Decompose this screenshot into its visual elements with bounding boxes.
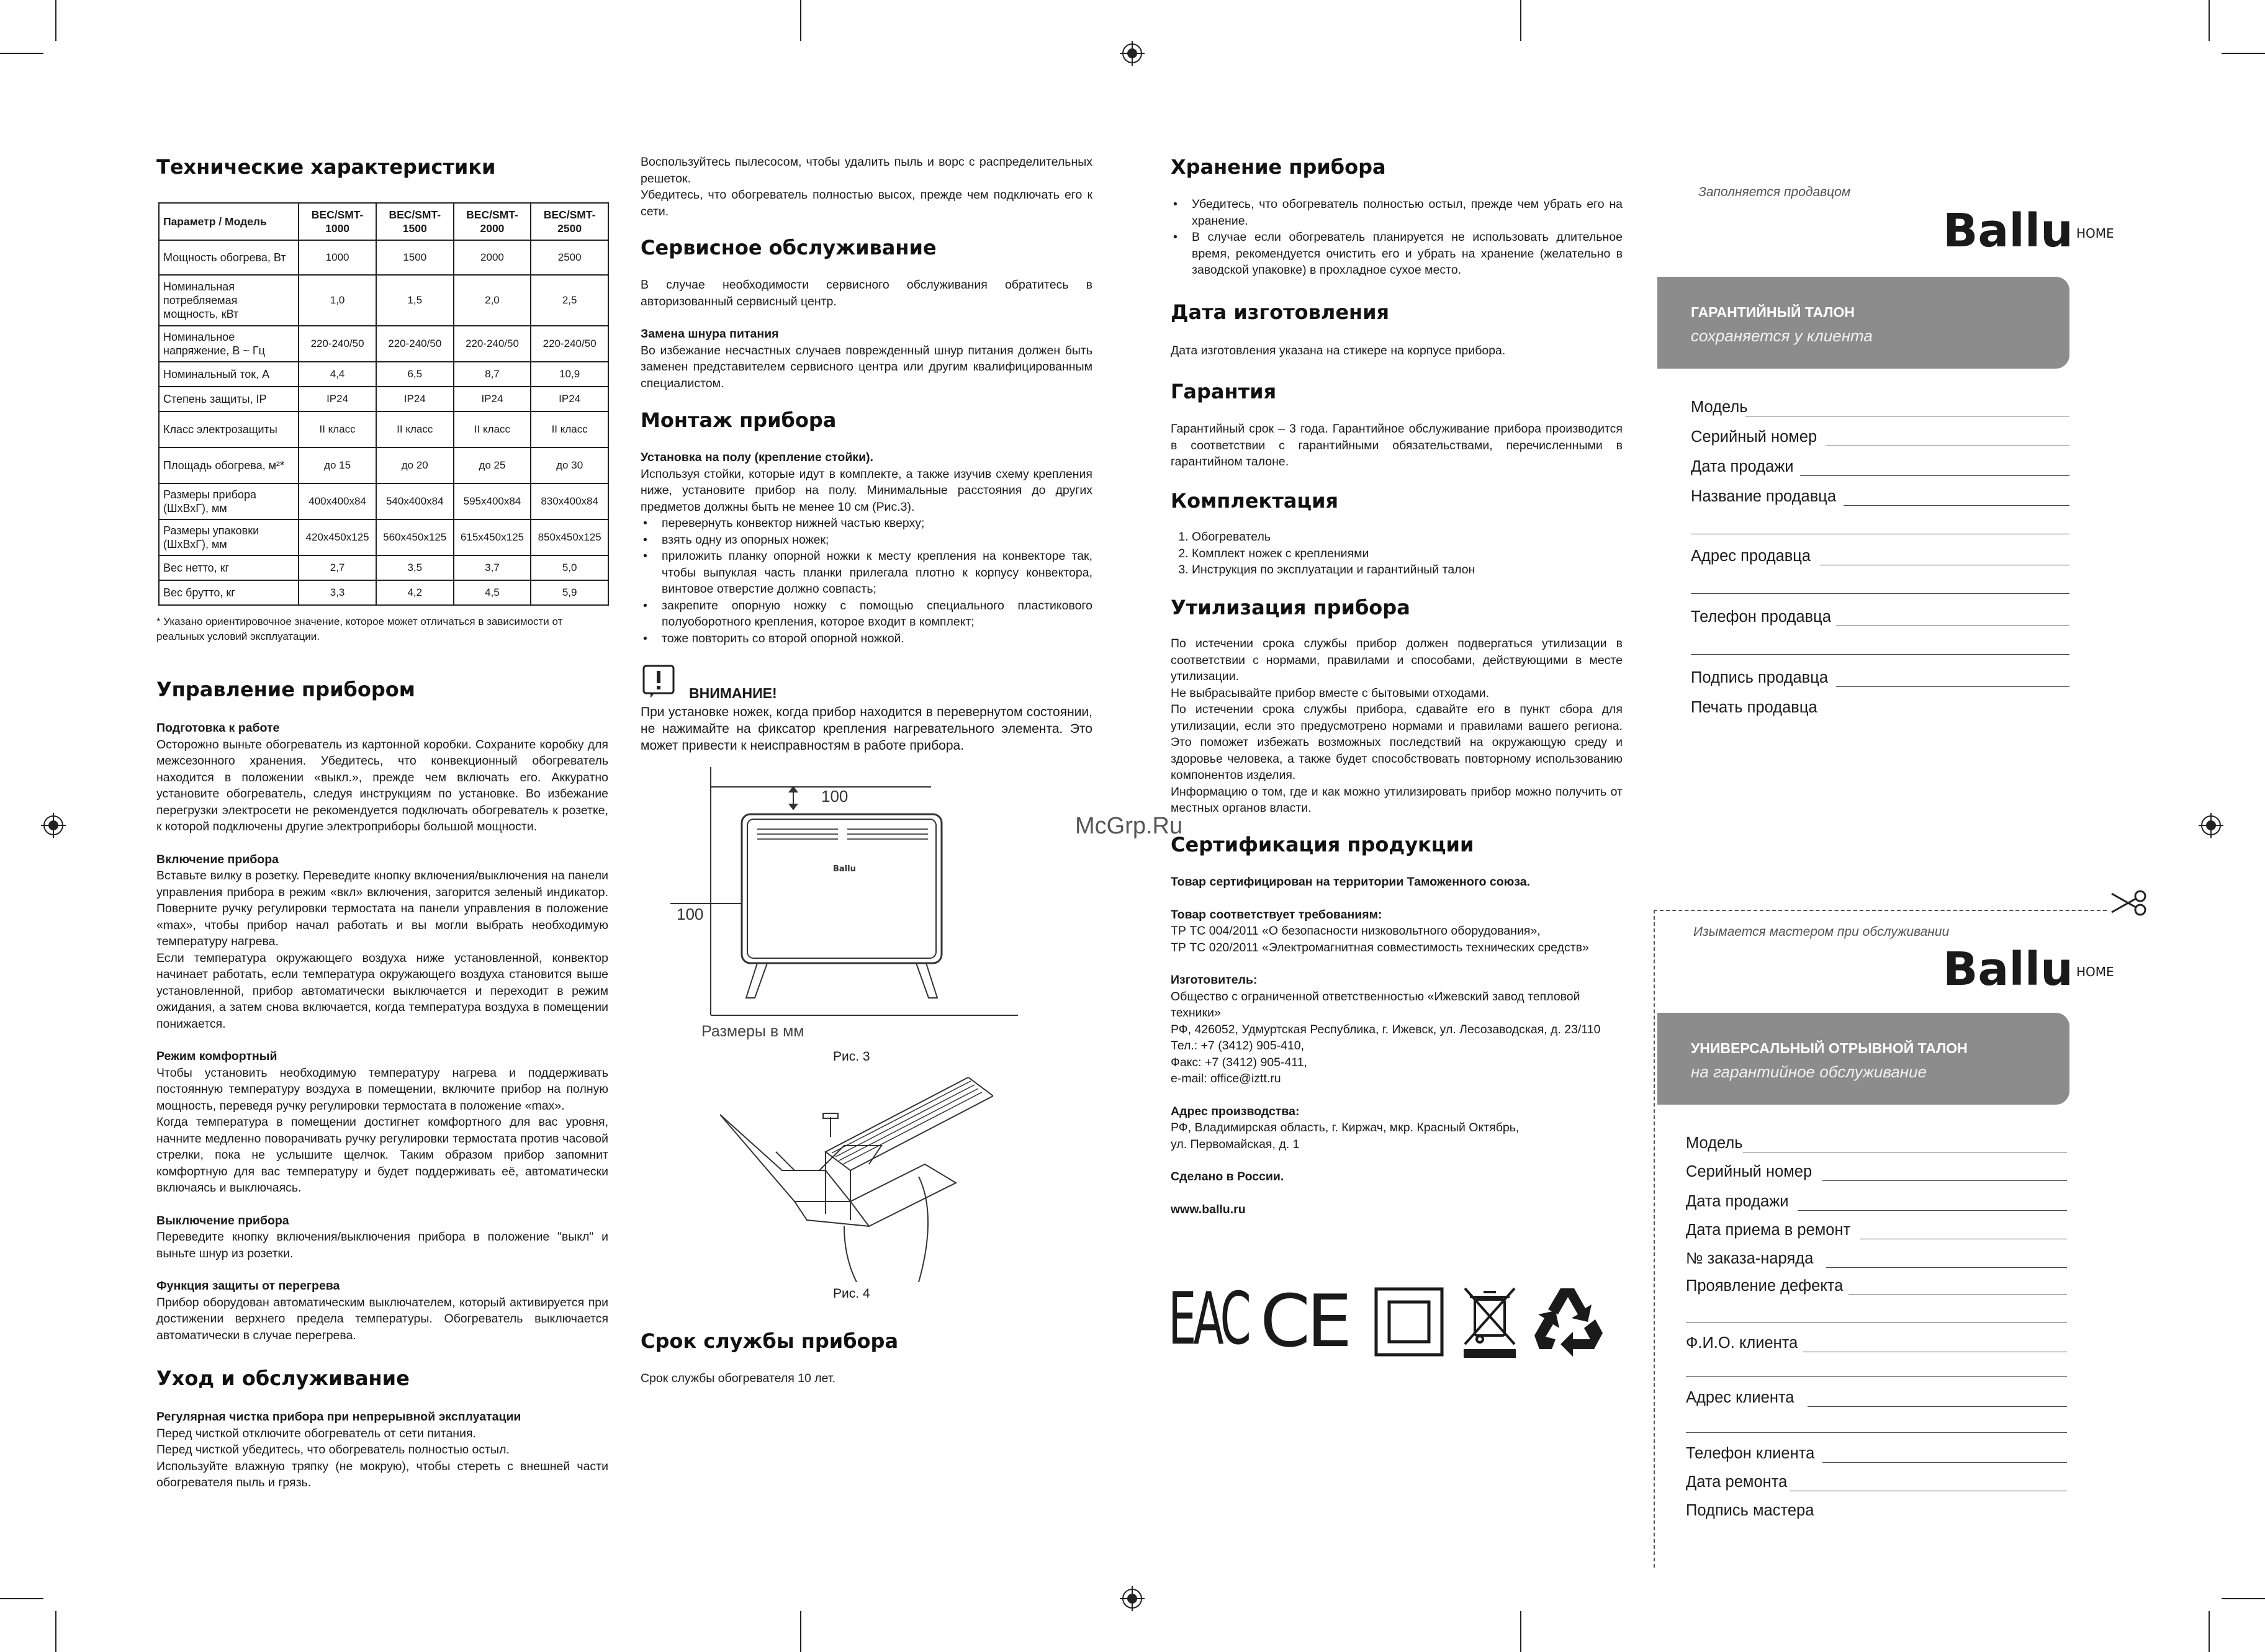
seller-note: Заполняется продавцом <box>1698 185 1851 199</box>
value-cell: II класс <box>531 411 608 447</box>
vacuum-text: Воспользуйтесь пылесосом, чтобы удалить пыль и ворс с распределительных решеток. <box>641 155 1092 186</box>
param-cell: Класс электрозащиты <box>159 411 299 447</box>
param-cell: Номинальное напряжение, В ~ Гц <box>159 326 299 362</box>
service-card-header <box>1657 1013 2069 1105</box>
value-cell: II класс <box>454 411 531 447</box>
care-text-2: Перед чисткой убедитесь, что обогреватель полностью остыл. <box>156 1443 510 1457</box>
field-input-line[interactable] <box>1844 505 2069 506</box>
master-note: Изымается мастером при обслуживании <box>1693 925 1950 939</box>
manufacturer-fax: Факс: +7 (3412) 905-411, <box>1171 1055 1307 1069</box>
list-item: 3. Инструкция по эксплуатации и гарантийный талон <box>1192 562 1623 578</box>
field-label: Проявление дефекта <box>1686 1277 1844 1295</box>
field-input-line[interactable] <box>1798 1210 2067 1211</box>
manufacturer-email: e-mail: office@iztt.ru <box>1171 1072 1281 1085</box>
field-label: Адрес клиента <box>1686 1389 1794 1406</box>
service-card-subtitle: на гарантийное обслуживание <box>1691 1062 1927 1081</box>
field-label: Дата продажи <box>1686 1193 1789 1210</box>
field-label: № заказа-наряда <box>1686 1250 1814 1267</box>
off-text: Переведите кнопку включения/выключения прибора в положение "выкл" и выньте шнур из розетки. <box>156 1230 608 1260</box>
cord-heading: Замена шнура питания <box>641 327 779 341</box>
list-item: • взять одну из опорных ножек; <box>662 532 1092 549</box>
manufacturer-name: Общество с ограниченной ответственностью «Ижевский завод тепловой техники» <box>1171 989 1580 1020</box>
weee-bin-icon <box>1461 1285 1518 1359</box>
ballu-logo-1 <box>1943 204 2114 258</box>
value-cell: II класс <box>299 411 376 447</box>
value-cell: IP24 <box>454 387 531 411</box>
control-title: Управление прибором <box>156 678 415 701</box>
watermark: McGrp.Ru <box>1075 813 1183 839</box>
value-cell: 420x450x125 <box>299 519 376 555</box>
field-input-line[interactable] <box>1800 475 2069 476</box>
recycle-icon <box>1533 1283 1610 1359</box>
field-label: Серийный номер <box>1686 1163 1812 1180</box>
ce-mark-icon: CE <box>1260 1280 1349 1363</box>
field-input-line[interactable] <box>1691 654 2069 655</box>
value-cell: 2,5 <box>531 275 608 326</box>
list-item: 1. Обогреватель <box>1192 529 1623 545</box>
kit-section <box>1171 529 1623 578</box>
field-label: Серийный номер <box>1691 428 1817 446</box>
value-cell: 2000 <box>454 240 531 275</box>
table-row <box>159 275 608 326</box>
value-cell: 5,9 <box>531 580 608 605</box>
care-heading: Регулярная чистка прибора при непрерывной эксплуатации <box>156 1410 521 1424</box>
disposal-title: Утилизация прибора <box>1171 596 1410 619</box>
param-cell: Вес нетто, кг <box>159 555 299 580</box>
warning-text: При установке ножек, когда прибор находится в перевернутом состоянии, не нажимайте на фиксатор крепления нагревательного элемента. Это может привести к неисправностям в работе прибора. <box>641 705 1092 753</box>
lifetime-text: Срок службы обогревателя 10 лет. <box>641 1371 836 1385</box>
table-row <box>159 240 608 275</box>
field-label: Модель <box>1686 1134 1743 1152</box>
field-label: Подпись продавца <box>1691 669 1829 686</box>
list-item: • приложить планку опорной ножки к месту крепления на конвекторе так, чтобы выпуклая часть планки прилегала плотно к корпусу конвектора, винтовое отверстие должно совпасть; <box>662 548 1092 598</box>
comfort-text-1: Чтобы установить необходимую температуру нагрева и поддерживать постоянную температуру воздуха в помещении, включите прибор на полную мощность, переведя ручку регулировки термостата в положение «max». <box>156 1066 608 1113</box>
kit-title: Комплектация <box>1171 489 1339 513</box>
value-cell: 220-240/50 <box>531 326 608 362</box>
value-cell: IP24 <box>376 387 454 411</box>
on-text-1: Вставьте вилку в розетку. Переведите кнопку включения/выключения на панели управления прибора в режим «вкл» включения, загорится зеленый индикатор. Поверните ручку регулировки термостата на панели управления в положение «max», чтобы прибор начал работать и вы могли выбрать необходимую температуру нагрева. <box>156 869 608 948</box>
field-input-line[interactable] <box>1691 593 2069 594</box>
prep-text: Осторожно выньте обогреватель из картонной коробки. Сохраните коробку для межсезонного хранения. Убедитесь, что конвекционный обогреватель находится в положении «выкл.», прежде чем включать его. Аккуратно установите обогреватель, следуя инструкциям по установке. Во избежание перегрузки электросети не рекомендуется подключать обогреватель к розетке, к которой подключены другие электроприборы большой мощности. <box>156 737 608 833</box>
cleaning-continued <box>641 154 1092 220</box>
figure-4-leg-mounting-diagram <box>720 1077 993 1282</box>
spec-table <box>158 202 609 606</box>
table-row <box>159 580 608 605</box>
production-heading: Адрес производства: <box>1171 1104 1300 1118</box>
on-text-2: Если температура окружающего воздуха ниже установленной, конвектор начинает работать, если температура окружающего воздуха становится выше установленной, прибор автоматически выключается и переходит в режим ожидания, а затем снова включается, когда температура воздуха в помещении понижается. <box>156 951 608 1031</box>
value-cell: IP24 <box>299 387 376 411</box>
list-item: • закрепите опорную ножку с помощью специального пластикового полуоборотного крепления, которое входит в комплект; <box>662 598 1092 631</box>
scissors-icon <box>2109 887 2150 918</box>
value-cell: до 25 <box>454 447 531 483</box>
cut-line-vertical <box>1654 910 1655 1568</box>
manufacturer-address: РФ, 426052, Удмуртская Республика, г. Ижевск, ул. Лесозаводская, д. 23/110 <box>1171 1022 1601 1036</box>
table-row <box>159 555 608 580</box>
care-text-3: Используйте влажную тряпку (не мокрую), чтобы стереть с внешней части обогревателя пыль и грязь. <box>156 1459 608 1489</box>
field-input-line[interactable] <box>1826 1267 2067 1268</box>
manufacturer-heading: Изготовитель: <box>1171 973 1258 987</box>
service-section <box>641 277 1092 392</box>
cert-reg-1: ТР ТС 004/2011 «О безопасности низковольтного оборудования», <box>1171 924 1541 938</box>
disposal-text-1: По истечении срока службы прибор должен подвергаться утилизации в соответствии с нормами, правилами и способами, действующими в месте утилизации. <box>1171 637 1623 683</box>
website-link[interactable]: www.ballu.ru <box>1171 1202 1246 1216</box>
lifetime-title: Срок службы прибора <box>641 1329 899 1353</box>
cert-reg-2: ТР ТС 020/2011 «Электромагнитная совместимость технических средств» <box>1171 940 1589 954</box>
warranty-card-header <box>1657 277 2069 369</box>
double-insulation-icon <box>1374 1287 1444 1357</box>
value-cell: 560x450x125 <box>376 519 454 555</box>
table-row <box>159 447 608 483</box>
list-item: • перевернуть конвектор нижней частью кверху; <box>662 515 1092 532</box>
value-cell: до 15 <box>299 447 376 483</box>
logo-sup: HOME <box>2076 226 2114 241</box>
value-cell: 2,0 <box>454 275 531 326</box>
off-heading: Выключение прибора <box>156 1213 289 1228</box>
value-cell: 8,7 <box>454 362 531 387</box>
cert-statement: Товар сертифицирован на территории Таможенного союза. <box>1171 875 1531 889</box>
fig3-dim-top: 100 <box>821 787 849 806</box>
table-row <box>159 326 608 362</box>
disposal-text-4: Информацию о том, где и как можно утилизировать прибор можно получить от местных органов власти. <box>1171 784 1623 815</box>
prep-heading: Подготовка к работе <box>156 721 280 735</box>
field-input-line[interactable] <box>1686 1432 2067 1433</box>
logo-sup: HOME <box>2076 964 2114 979</box>
mount-section <box>641 449 1092 647</box>
value-cell: 220-240/50 <box>376 326 454 362</box>
production-address-2: ул. Первомайская, д. 1 <box>1171 1137 1300 1151</box>
value-cell: 1,5 <box>376 275 454 326</box>
value-cell: 4,2 <box>376 580 454 605</box>
field-label: Телефон продавца <box>1691 608 1831 626</box>
field-label: Ф.И.О. клиента <box>1686 1334 1798 1352</box>
value-cell: 3,7 <box>454 555 531 580</box>
warning-title: ВНИМАНИЕ! <box>689 685 777 701</box>
dry-text: Убедитесь, что обогреватель полностью высох, прежде чем подключать его к сети. <box>641 188 1092 218</box>
list-item: 2. Комплект ножек с креплениями <box>1192 545 1623 562</box>
care-text-1: Перед чисткой отключите обогреватель от сети питания. <box>156 1426 476 1440</box>
spec-header-cell: BEC/SMT-2000 <box>454 203 531 240</box>
value-cell: 595x400x84 <box>454 483 531 519</box>
list-item: • В случае если обогреватель планируется не использовать длительное время, рекомендуется очистить его и убрать на хранение (желательно в заводской упаковке) в прохладное сухое место. <box>1192 229 1623 279</box>
overheat-text: Прибор оборудован автоматическим выключателем, который активируется при достижении верхнего предела температуры. Обогреватель выключается автоматически в случае перегрева. <box>156 1295 608 1342</box>
fig3-units: Размеры в мм <box>701 1023 804 1040</box>
field-label: Печать продавца <box>1691 699 1817 716</box>
mount-heading: Установка на полу (крепление стойки). <box>641 451 873 464</box>
spec-table-header <box>159 203 608 240</box>
fig3-logo: Ballu <box>833 864 856 874</box>
field-label: Телефон клиента <box>1686 1445 1815 1462</box>
disposal-text-3: По истечении срока службы прибора, сдавайте его в пункт сбора для утилизации, если это предусмотрено нормами и правилами вашего региона. Это поможет избежать возможных последствий на окружающую среду и здоровье человека, а также будет способствовать повторному использованию компонентов изделия. <box>1171 703 1623 782</box>
fig3-dim-left: 100 <box>677 905 704 923</box>
spec-header-cell: BEC/SMT-1500 <box>376 203 454 240</box>
value-cell: 540x400x84 <box>376 483 454 519</box>
table-row <box>159 483 608 519</box>
comfort-heading: Режим комфортный <box>156 1049 277 1063</box>
value-cell: 1500 <box>376 240 454 275</box>
control-section <box>156 720 608 1344</box>
param-cell: Размеры упаковки (ШхВхГ), мм <box>159 519 299 555</box>
cert-requirements-heading: Товар соответствует требованиям: <box>1171 907 1382 922</box>
value-cell: 615x450x125 <box>454 519 531 555</box>
service-card-title: УНИВЕРСАЛЬНЫЙ ОТРЫВНОЙ ТАЛОН <box>1691 1040 1968 1056</box>
tech-specs-title: Технические характеристики <box>156 155 496 179</box>
care-title: Уход и обслуживание <box>156 1367 410 1390</box>
disposal-section <box>1171 635 1623 817</box>
figure-4-caption: Рис. 4 <box>833 1286 870 1301</box>
param-cell: Вес брутто, кг <box>159 580 299 605</box>
field-input-line[interactable] <box>1836 686 2069 687</box>
warning-icon <box>642 664 675 699</box>
mount-text: Используя стойки, которые идут в комплекте, а также изучив схему крепления ниже, установите прибор на полу. Минимальные расстояния до других предметов должны быть не менее 10 см (Рис.3). <box>641 467 1092 514</box>
field-input-line[interactable] <box>1822 1462 2067 1463</box>
value-cell: 1000 <box>299 240 376 275</box>
logo-text: Ballu <box>1943 943 2073 996</box>
on-heading: Включение прибора <box>156 852 279 866</box>
value-cell: 6,5 <box>376 362 454 387</box>
table-row <box>159 519 608 555</box>
value-cell: 1,0 <box>299 275 376 326</box>
field-label: Модель <box>1691 398 1748 416</box>
logo-text: Ballu <box>1943 204 2073 258</box>
table-row <box>159 411 608 447</box>
warranty-card-title: ГАРАНТИЙНЫЙ ТАЛОН <box>1691 304 1855 320</box>
param-cell: Номинальный ток, А <box>159 362 299 387</box>
care-section <box>156 1409 608 1491</box>
made-in-russia: Сделано в России. <box>1171 1170 1284 1183</box>
value-cell: 5,0 <box>531 555 608 580</box>
service-title: Сервисное обслуживание <box>641 236 937 259</box>
warranty-card-subtitle: сохраняется у клиента <box>1691 326 1873 345</box>
value-cell: 3,5 <box>376 555 454 580</box>
warranty-text: Гарантийный срок – 3 года. Гарантийное обслуживание прибора производится в соответствии с гарантийными обязательствами, перечисленными в гарантийном талоне. <box>1171 422 1623 469</box>
field-label: Дата приема в ремонт <box>1686 1221 1851 1239</box>
param-cell: Площадь обогрева, м²* <box>159 447 299 483</box>
cut-line-horizontal <box>1654 910 2107 911</box>
value-cell: 850x450x125 <box>531 519 608 555</box>
service-text: В случае необходимости сервисного обслуживания обратитесь в авторизованный сервисный центр. <box>641 278 1092 308</box>
value-cell: 2500 <box>531 240 608 275</box>
mount-title: Монтаж прибора <box>641 408 837 432</box>
manufacturer-phone: Тел.: +7 (3412) 905-410, <box>1171 1039 1305 1053</box>
spec-header-cell: BEC/SMT-2500 <box>531 203 608 240</box>
value-cell: 4,4 <box>299 362 376 387</box>
list-item: • тоже повторить со второй опорной ножкой. <box>662 631 1092 647</box>
value-cell: IP24 <box>531 387 608 411</box>
param-cell: Степень защиты, IP <box>159 387 299 411</box>
storage-section <box>1171 196 1623 279</box>
table-row <box>159 387 608 411</box>
figure-3-clearance-diagram <box>670 767 1068 1040</box>
value-cell: 830x400x84 <box>531 483 608 519</box>
figure-3-caption: Рис. 3 <box>833 1049 870 1064</box>
manufacture-date-title: Дата изготовления <box>1171 300 1390 324</box>
value-cell: до 20 <box>376 447 454 483</box>
cord-text: Во избежание несчастных случаев поврежденный шнур питания должен быть заменен представителем сервисного центра или другим квалифицированным специалистом. <box>641 343 1092 390</box>
value-cell: 4,5 <box>454 580 531 605</box>
field-input-line[interactable] <box>1808 1406 2067 1407</box>
production-address-1: РФ, Владимирская область, г. Киржач, мкр. Красный Октябрь, <box>1171 1121 1520 1134</box>
value-cell: до 30 <box>531 447 608 483</box>
field-input-line[interactable] <box>1822 1180 2067 1181</box>
manufacture-date-text: Дата изготовления указана на стикере на корпусе прибора. <box>1171 344 1506 357</box>
storage-title: Хранение прибора <box>1171 155 1386 179</box>
certification-section <box>1171 874 1630 1218</box>
param-cell: Размеры прибора (ШхВхГ), мм <box>159 483 299 519</box>
value-cell: 2,7 <box>299 555 376 580</box>
param-cell: Мощность обогрева, Вт <box>159 240 299 275</box>
value-cell: II класс <box>376 411 454 447</box>
field-label: Подпись мастера <box>1686 1502 1814 1519</box>
value-cell: 3,3 <box>299 580 376 605</box>
disposal-text-2: Не выбрасывайте прибор вместе с бытовыми отходами. <box>1171 686 1490 700</box>
value-cell: 10,9 <box>531 362 608 387</box>
comfort-text-2: Когда температура в помещении достигнет комфортного для вас уровня, начните медленно поворачивать ручку регулировки термостата против часовой стрелки, пока не услышите щелчок. Таким образом прибор запомнит комфортную для вас температуру и будет поддерживать её, автоматически включаясь и выключаясь. <box>156 1115 608 1195</box>
overheat-heading: Функция защиты от перегрева <box>156 1279 340 1293</box>
mount-steps <box>641 515 1092 647</box>
field-label: Адрес продавца <box>1691 547 1811 565</box>
field-label: Название продавца <box>1691 488 1837 505</box>
certification-title: Сертификация продукции <box>1171 833 1474 856</box>
spec-header-cell: BEC/SMT-1000 <box>299 203 376 240</box>
spec-header-cell: Параметр / Модель <box>159 203 299 240</box>
spec-footnote: * Указано ориентировочное значение, которое может отличаться в зависимости от реальных условий эксплуатации. <box>156 616 563 642</box>
field-input-line[interactable] <box>1686 1376 2067 1377</box>
value-cell: 220-240/50 <box>299 326 376 362</box>
field-label: Дата ремонта <box>1686 1473 1788 1491</box>
list-item: • Убедитесь, что обогреватель полностью остыл, прежде чем убрать его на хранение. <box>1192 196 1623 229</box>
table-row <box>159 362 608 387</box>
value-cell: 220-240/50 <box>454 326 531 362</box>
ballu-logo-2 <box>1943 943 2114 996</box>
param-cell: Номинальная потребляемая мощность, кВт <box>159 275 299 326</box>
value-cell: 400x400x84 <box>299 483 376 519</box>
eac-mark-icon: EAC <box>1168 1277 1248 1361</box>
field-label: Дата продажи <box>1691 458 1794 475</box>
warranty-title: Гарантия <box>1171 380 1277 403</box>
